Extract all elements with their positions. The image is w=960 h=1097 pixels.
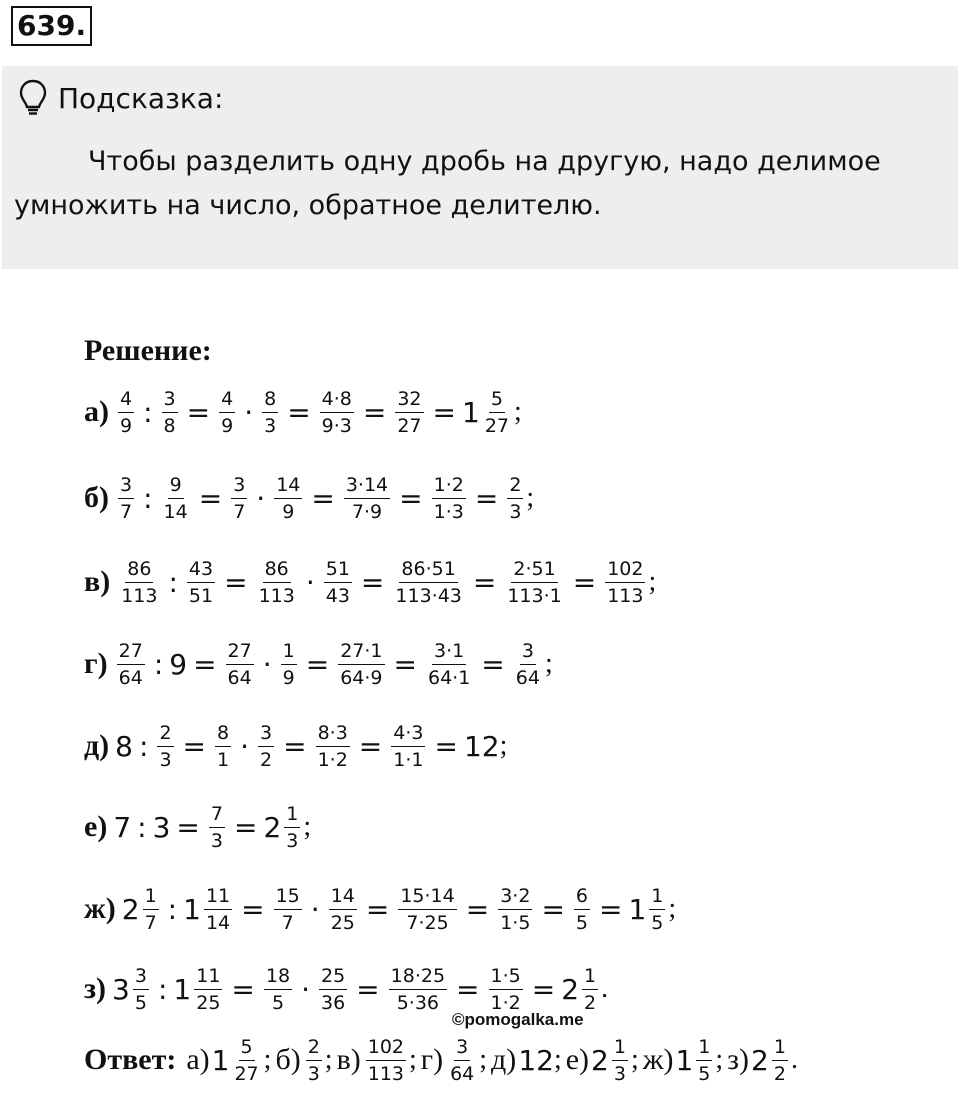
numerator: 1 bbox=[696, 1036, 712, 1061]
whole-number: 3 bbox=[152, 810, 171, 844]
numerator: 7 bbox=[209, 803, 225, 828]
operator: = bbox=[287, 395, 311, 429]
operator: = bbox=[541, 892, 565, 926]
fraction bbox=[118, 388, 134, 437]
row-label: б) bbox=[84, 481, 109, 514]
denominator: 9·3 bbox=[321, 414, 352, 437]
fraction bbox=[329, 885, 357, 934]
numerator: 3 bbox=[231, 474, 247, 499]
operator: = bbox=[472, 565, 497, 599]
answer-item-label: д) bbox=[491, 1043, 517, 1076]
fraction bbox=[274, 474, 302, 523]
fraction bbox=[489, 965, 523, 1014]
numerator: 8 bbox=[262, 388, 278, 413]
denominator: 27 bbox=[397, 414, 422, 437]
operator: : bbox=[153, 647, 164, 681]
row-label: г) bbox=[84, 647, 108, 680]
punctuation: . bbox=[601, 973, 609, 1004]
fraction bbox=[324, 558, 352, 607]
operator: = bbox=[481, 647, 505, 681]
denominator: 64 bbox=[515, 666, 540, 689]
fraction bbox=[344, 474, 390, 523]
row-label: а) bbox=[84, 395, 109, 428]
operator: = bbox=[456, 972, 480, 1006]
operator: : bbox=[139, 729, 149, 763]
numerator: 3 bbox=[258, 722, 274, 747]
fraction bbox=[582, 965, 598, 1014]
operator: : bbox=[157, 972, 168, 1006]
numerator: 102 bbox=[605, 558, 645, 583]
fraction bbox=[162, 474, 190, 523]
row-label: д) bbox=[84, 729, 110, 762]
whole-number: 2 bbox=[751, 1043, 769, 1077]
denominator: 9 bbox=[221, 414, 234, 437]
row-label: е) bbox=[84, 810, 108, 843]
numerator: 43 bbox=[187, 558, 215, 583]
whole-number: 2 bbox=[263, 810, 282, 844]
equation-row bbox=[84, 796, 311, 858]
punctuation: ; bbox=[715, 1044, 724, 1075]
fraction bbox=[187, 558, 215, 607]
numerator: 2 bbox=[306, 1036, 322, 1061]
whole-number: 1 bbox=[173, 972, 192, 1006]
numerator: 3 bbox=[162, 388, 178, 413]
denominator: 3 bbox=[307, 1062, 320, 1085]
whole-number: 2 bbox=[121, 892, 140, 926]
punctuation: ; bbox=[630, 1044, 639, 1075]
denominator: 7·25 bbox=[406, 911, 449, 934]
hint-box bbox=[2, 66, 958, 269]
numerator: 86·51 bbox=[399, 558, 457, 583]
numerator: 2 bbox=[157, 722, 173, 747]
punctuation: ; bbox=[514, 396, 522, 427]
whole-number: 12 bbox=[518, 1043, 554, 1077]
whole-number: 1 bbox=[628, 892, 647, 926]
operator: = bbox=[358, 729, 383, 763]
denominator: 14 bbox=[205, 911, 231, 934]
operator: = bbox=[432, 395, 456, 429]
denominator: 1·2 bbox=[317, 748, 348, 771]
denominator: 113 bbox=[258, 584, 295, 607]
operator: = bbox=[356, 972, 380, 1006]
answer-label: Ответ: bbox=[84, 1043, 177, 1076]
numerator: 11 bbox=[204, 885, 232, 910]
punctuation: ; bbox=[648, 566, 657, 597]
denominator: 2 bbox=[584, 991, 597, 1014]
numerator: 8·3 bbox=[316, 722, 350, 747]
fraction bbox=[258, 722, 274, 771]
numerator: 1 bbox=[143, 885, 159, 910]
operator: = bbox=[360, 565, 385, 599]
denominator: 3 bbox=[613, 1062, 626, 1085]
numerator: 4·3 bbox=[391, 722, 425, 747]
equation-row bbox=[84, 551, 656, 613]
whole-number: 8 bbox=[115, 729, 133, 763]
fraction bbox=[117, 640, 145, 689]
operator: = bbox=[233, 810, 258, 844]
fraction bbox=[194, 965, 222, 1014]
fraction bbox=[514, 640, 542, 689]
operator: · bbox=[305, 565, 315, 599]
denominator: 5 bbox=[651, 911, 664, 934]
hint-title: Подсказка: bbox=[58, 81, 224, 115]
numerator: 1 bbox=[612, 1036, 628, 1061]
operator: = bbox=[176, 810, 200, 844]
denominator: 27 bbox=[484, 414, 510, 437]
punctuation: ; bbox=[553, 1044, 562, 1075]
fraction bbox=[264, 965, 292, 1014]
operator: = bbox=[193, 647, 217, 681]
fraction bbox=[612, 1036, 628, 1085]
denominator: 3 bbox=[286, 829, 299, 852]
operator: = bbox=[182, 729, 206, 763]
numerator: 25 bbox=[319, 965, 347, 990]
numerator: 15·14 bbox=[398, 885, 456, 910]
numerator: 1·5 bbox=[489, 965, 523, 990]
fraction bbox=[231, 474, 247, 523]
operator: · bbox=[262, 647, 272, 681]
denominator: 3 bbox=[264, 414, 277, 437]
punctuation: ; bbox=[324, 1044, 333, 1075]
whole-number: 2 bbox=[591, 1043, 609, 1077]
operator: = bbox=[311, 481, 335, 515]
fraction bbox=[398, 885, 456, 934]
denominator: 64 bbox=[118, 666, 143, 689]
punctuation: ; bbox=[263, 1044, 272, 1075]
fraction bbox=[393, 558, 463, 607]
equation-row bbox=[84, 715, 507, 777]
punctuation: ; bbox=[479, 1044, 488, 1075]
whole-number: 1 bbox=[675, 1043, 694, 1077]
denominator: 113·1 bbox=[507, 584, 562, 607]
denominator: 36 bbox=[320, 991, 346, 1014]
fraction bbox=[284, 803, 300, 852]
operator: : bbox=[168, 565, 178, 599]
fraction bbox=[257, 558, 297, 607]
row-label: з) bbox=[84, 972, 107, 1005]
punctuation: . bbox=[790, 1044, 798, 1075]
numerator: 1 bbox=[772, 1036, 788, 1061]
numerator: 3 bbox=[520, 640, 536, 665]
punctuation: ; bbox=[409, 1044, 417, 1075]
whole-number: 1 bbox=[183, 892, 201, 926]
operator: = bbox=[186, 395, 211, 429]
numerator: 3·1 bbox=[432, 640, 466, 665]
numerator: 9 bbox=[168, 474, 184, 499]
numerator: 86 bbox=[263, 558, 291, 583]
punctuation: ; bbox=[668, 893, 677, 924]
numerator: 27 bbox=[117, 640, 145, 665]
denominator: 1·5 bbox=[500, 911, 531, 934]
whole-number: 1 bbox=[462, 395, 480, 429]
denominator: 14 bbox=[163, 500, 188, 523]
numerator: 32 bbox=[395, 388, 423, 413]
operator: · bbox=[301, 972, 310, 1006]
denominator: 5 bbox=[271, 991, 285, 1014]
fraction bbox=[319, 965, 347, 1014]
denominator: 5 bbox=[575, 911, 588, 934]
denominator: 25 bbox=[196, 991, 221, 1014]
numerator: 3 bbox=[454, 1036, 470, 1061]
denominator: 9 bbox=[120, 414, 133, 437]
operator: · bbox=[240, 729, 249, 763]
operator: = bbox=[599, 892, 623, 926]
denominator: 64 bbox=[450, 1062, 475, 1085]
operator: = bbox=[305, 647, 330, 681]
fraction bbox=[133, 965, 149, 1014]
lightbulb-icon bbox=[18, 78, 48, 118]
row-label: в) bbox=[84, 565, 111, 598]
denominator: 64·9 bbox=[340, 666, 383, 689]
numerator: 27·1 bbox=[338, 640, 384, 665]
fraction bbox=[432, 474, 466, 523]
operator: = bbox=[362, 395, 387, 429]
fraction bbox=[209, 803, 225, 852]
denominator: 1·3 bbox=[433, 500, 464, 523]
denominator: 1 bbox=[217, 748, 230, 771]
denominator: 7 bbox=[144, 911, 157, 934]
denominator: 5 bbox=[134, 991, 147, 1014]
operator: = bbox=[465, 892, 490, 926]
denominator: 9 bbox=[282, 666, 295, 689]
operator: = bbox=[224, 565, 248, 599]
numerator: 14 bbox=[329, 885, 357, 910]
fraction bbox=[118, 474, 134, 523]
numerator: 51 bbox=[324, 558, 352, 583]
denominator: 8 bbox=[163, 414, 176, 437]
fraction bbox=[507, 474, 523, 523]
fraction bbox=[226, 640, 254, 689]
equation-row bbox=[84, 467, 534, 529]
answer-item-label: з) bbox=[727, 1043, 750, 1076]
numerator: 3·2 bbox=[498, 885, 532, 910]
fraction bbox=[605, 558, 645, 607]
fraction bbox=[448, 1036, 476, 1085]
numerator: 86 bbox=[125, 558, 153, 583]
denominator: 1·2 bbox=[490, 991, 521, 1014]
denominator: 3 bbox=[509, 500, 522, 523]
hint-header bbox=[18, 78, 223, 118]
operator: = bbox=[474, 481, 499, 515]
denominator: 113 bbox=[607, 584, 644, 607]
fraction bbox=[274, 885, 302, 934]
operator: = bbox=[393, 647, 417, 681]
answer-item-label: ж) bbox=[642, 1043, 674, 1076]
problem-number: 639. bbox=[11, 6, 92, 46]
numerator: 1·2 bbox=[432, 474, 466, 499]
numerator: 3·14 bbox=[344, 474, 390, 499]
numerator: 18 bbox=[264, 965, 292, 990]
fraction bbox=[143, 885, 159, 934]
fraction bbox=[232, 1036, 260, 1085]
denominator: 113 bbox=[367, 1062, 404, 1085]
punctuation: ; bbox=[303, 811, 312, 842]
numerator: 1 bbox=[284, 803, 300, 828]
whole-number: 9 bbox=[169, 647, 188, 681]
numerator: 18·25 bbox=[389, 965, 447, 990]
answer-item-label: в) bbox=[336, 1043, 361, 1076]
denominator: 7 bbox=[233, 500, 246, 523]
numerator: 1 bbox=[281, 640, 297, 665]
whole-number: 7 bbox=[113, 810, 132, 844]
numerator: 2 bbox=[507, 474, 523, 499]
fraction bbox=[338, 640, 384, 689]
row-label: ж) bbox=[84, 892, 116, 925]
denominator: 1·1 bbox=[393, 748, 424, 771]
denominator: 5·36 bbox=[396, 991, 439, 1014]
numerator: 4 bbox=[118, 388, 134, 413]
answer-item-label: е) bbox=[565, 1043, 590, 1076]
numerator: 2·51 bbox=[511, 558, 557, 583]
operator: = bbox=[231, 972, 255, 1006]
fraction bbox=[219, 388, 235, 437]
fraction bbox=[483, 388, 511, 437]
punctuation: ; bbox=[499, 730, 508, 761]
fraction bbox=[162, 388, 178, 437]
fraction bbox=[391, 722, 425, 771]
denominator: 113·43 bbox=[395, 584, 462, 607]
numerator: 15 bbox=[274, 885, 302, 910]
numerator: 1 bbox=[582, 965, 598, 990]
denominator: 3 bbox=[210, 829, 223, 852]
denominator: 64 bbox=[227, 666, 252, 689]
answer-item-label: б) bbox=[275, 1043, 301, 1076]
operator: = bbox=[283, 729, 307, 763]
whole-number: 12 bbox=[463, 729, 500, 763]
numerator: 4 bbox=[219, 388, 235, 413]
numerator: 3 bbox=[118, 474, 134, 499]
denominator: 2 bbox=[260, 748, 273, 771]
whole-number: 3 bbox=[112, 972, 130, 1006]
watermark: ©pomogalka.me bbox=[452, 1010, 584, 1029]
operator: : bbox=[143, 395, 153, 429]
fraction bbox=[119, 558, 159, 607]
denominator: 9 bbox=[282, 500, 295, 523]
fraction bbox=[649, 885, 665, 934]
denominator: 7·9 bbox=[351, 500, 383, 523]
punctuation: ; bbox=[544, 648, 553, 679]
fraction bbox=[316, 722, 350, 771]
fraction bbox=[215, 722, 231, 771]
operator: : bbox=[143, 481, 153, 515]
numerator: 27 bbox=[226, 640, 254, 665]
answer-row bbox=[84, 1028, 798, 1092]
operator: = bbox=[572, 565, 597, 599]
fraction bbox=[204, 885, 232, 934]
fraction bbox=[395, 388, 423, 437]
fraction bbox=[498, 885, 532, 934]
fraction bbox=[696, 1036, 712, 1085]
operator: = bbox=[434, 729, 458, 763]
numerator: 5 bbox=[489, 388, 505, 413]
operator: : bbox=[137, 810, 147, 844]
numerator: 14 bbox=[274, 474, 302, 499]
equation-row bbox=[84, 878, 676, 940]
fraction bbox=[772, 1036, 788, 1085]
answer-item-label: а) bbox=[186, 1043, 210, 1076]
numerator: 11 bbox=[194, 965, 222, 990]
operator: · bbox=[310, 892, 320, 926]
answer-item-label: г) bbox=[420, 1043, 444, 1076]
denominator: 2 bbox=[773, 1062, 786, 1085]
hint-text: Чтобы разделить одну дробь на другую, надо делимое умножить на число, обратное делителю. bbox=[14, 146, 881, 221]
operator: · bbox=[244, 395, 254, 429]
operator: = bbox=[198, 481, 223, 515]
fraction bbox=[157, 722, 173, 771]
denominator: 43 bbox=[325, 584, 350, 607]
fraction bbox=[389, 965, 447, 1014]
denominator: 51 bbox=[188, 584, 214, 607]
numerator: 8 bbox=[215, 722, 231, 747]
operator: = bbox=[365, 892, 390, 926]
fraction bbox=[306, 1036, 322, 1085]
denominator: 27 bbox=[234, 1062, 259, 1085]
whole-number: 1 bbox=[211, 1043, 230, 1077]
denominator: 25 bbox=[330, 911, 355, 934]
operator: : bbox=[167, 892, 178, 926]
equation-row bbox=[84, 381, 522, 443]
solution-title: Решение: bbox=[84, 334, 212, 367]
operator: · bbox=[256, 481, 266, 515]
fraction bbox=[505, 558, 563, 607]
numerator: 5 bbox=[239, 1036, 255, 1061]
numerator: 6 bbox=[574, 885, 590, 910]
denominator: 3 bbox=[159, 748, 172, 771]
numerator: 3 bbox=[133, 965, 149, 990]
punctuation: ; bbox=[526, 482, 535, 513]
numerator: 102 bbox=[366, 1036, 406, 1061]
numerator: 1 bbox=[649, 885, 665, 910]
fraction bbox=[366, 1036, 406, 1085]
operator: = bbox=[241, 892, 265, 926]
fraction bbox=[281, 640, 297, 689]
operator: = bbox=[399, 481, 423, 515]
denominator: 113 bbox=[121, 584, 158, 607]
denominator: 64·1 bbox=[427, 666, 471, 689]
fraction bbox=[320, 388, 354, 437]
fraction bbox=[426, 640, 472, 689]
fraction bbox=[574, 885, 590, 934]
whole-number: 2 bbox=[561, 972, 580, 1006]
denominator: 5 bbox=[698, 1062, 711, 1085]
operator: = bbox=[531, 972, 556, 1006]
numerator: 4·8 bbox=[320, 388, 354, 413]
equation-row bbox=[84, 633, 553, 695]
fraction bbox=[262, 388, 278, 437]
denominator: 7 bbox=[120, 500, 133, 523]
denominator: 7 bbox=[281, 911, 294, 934]
